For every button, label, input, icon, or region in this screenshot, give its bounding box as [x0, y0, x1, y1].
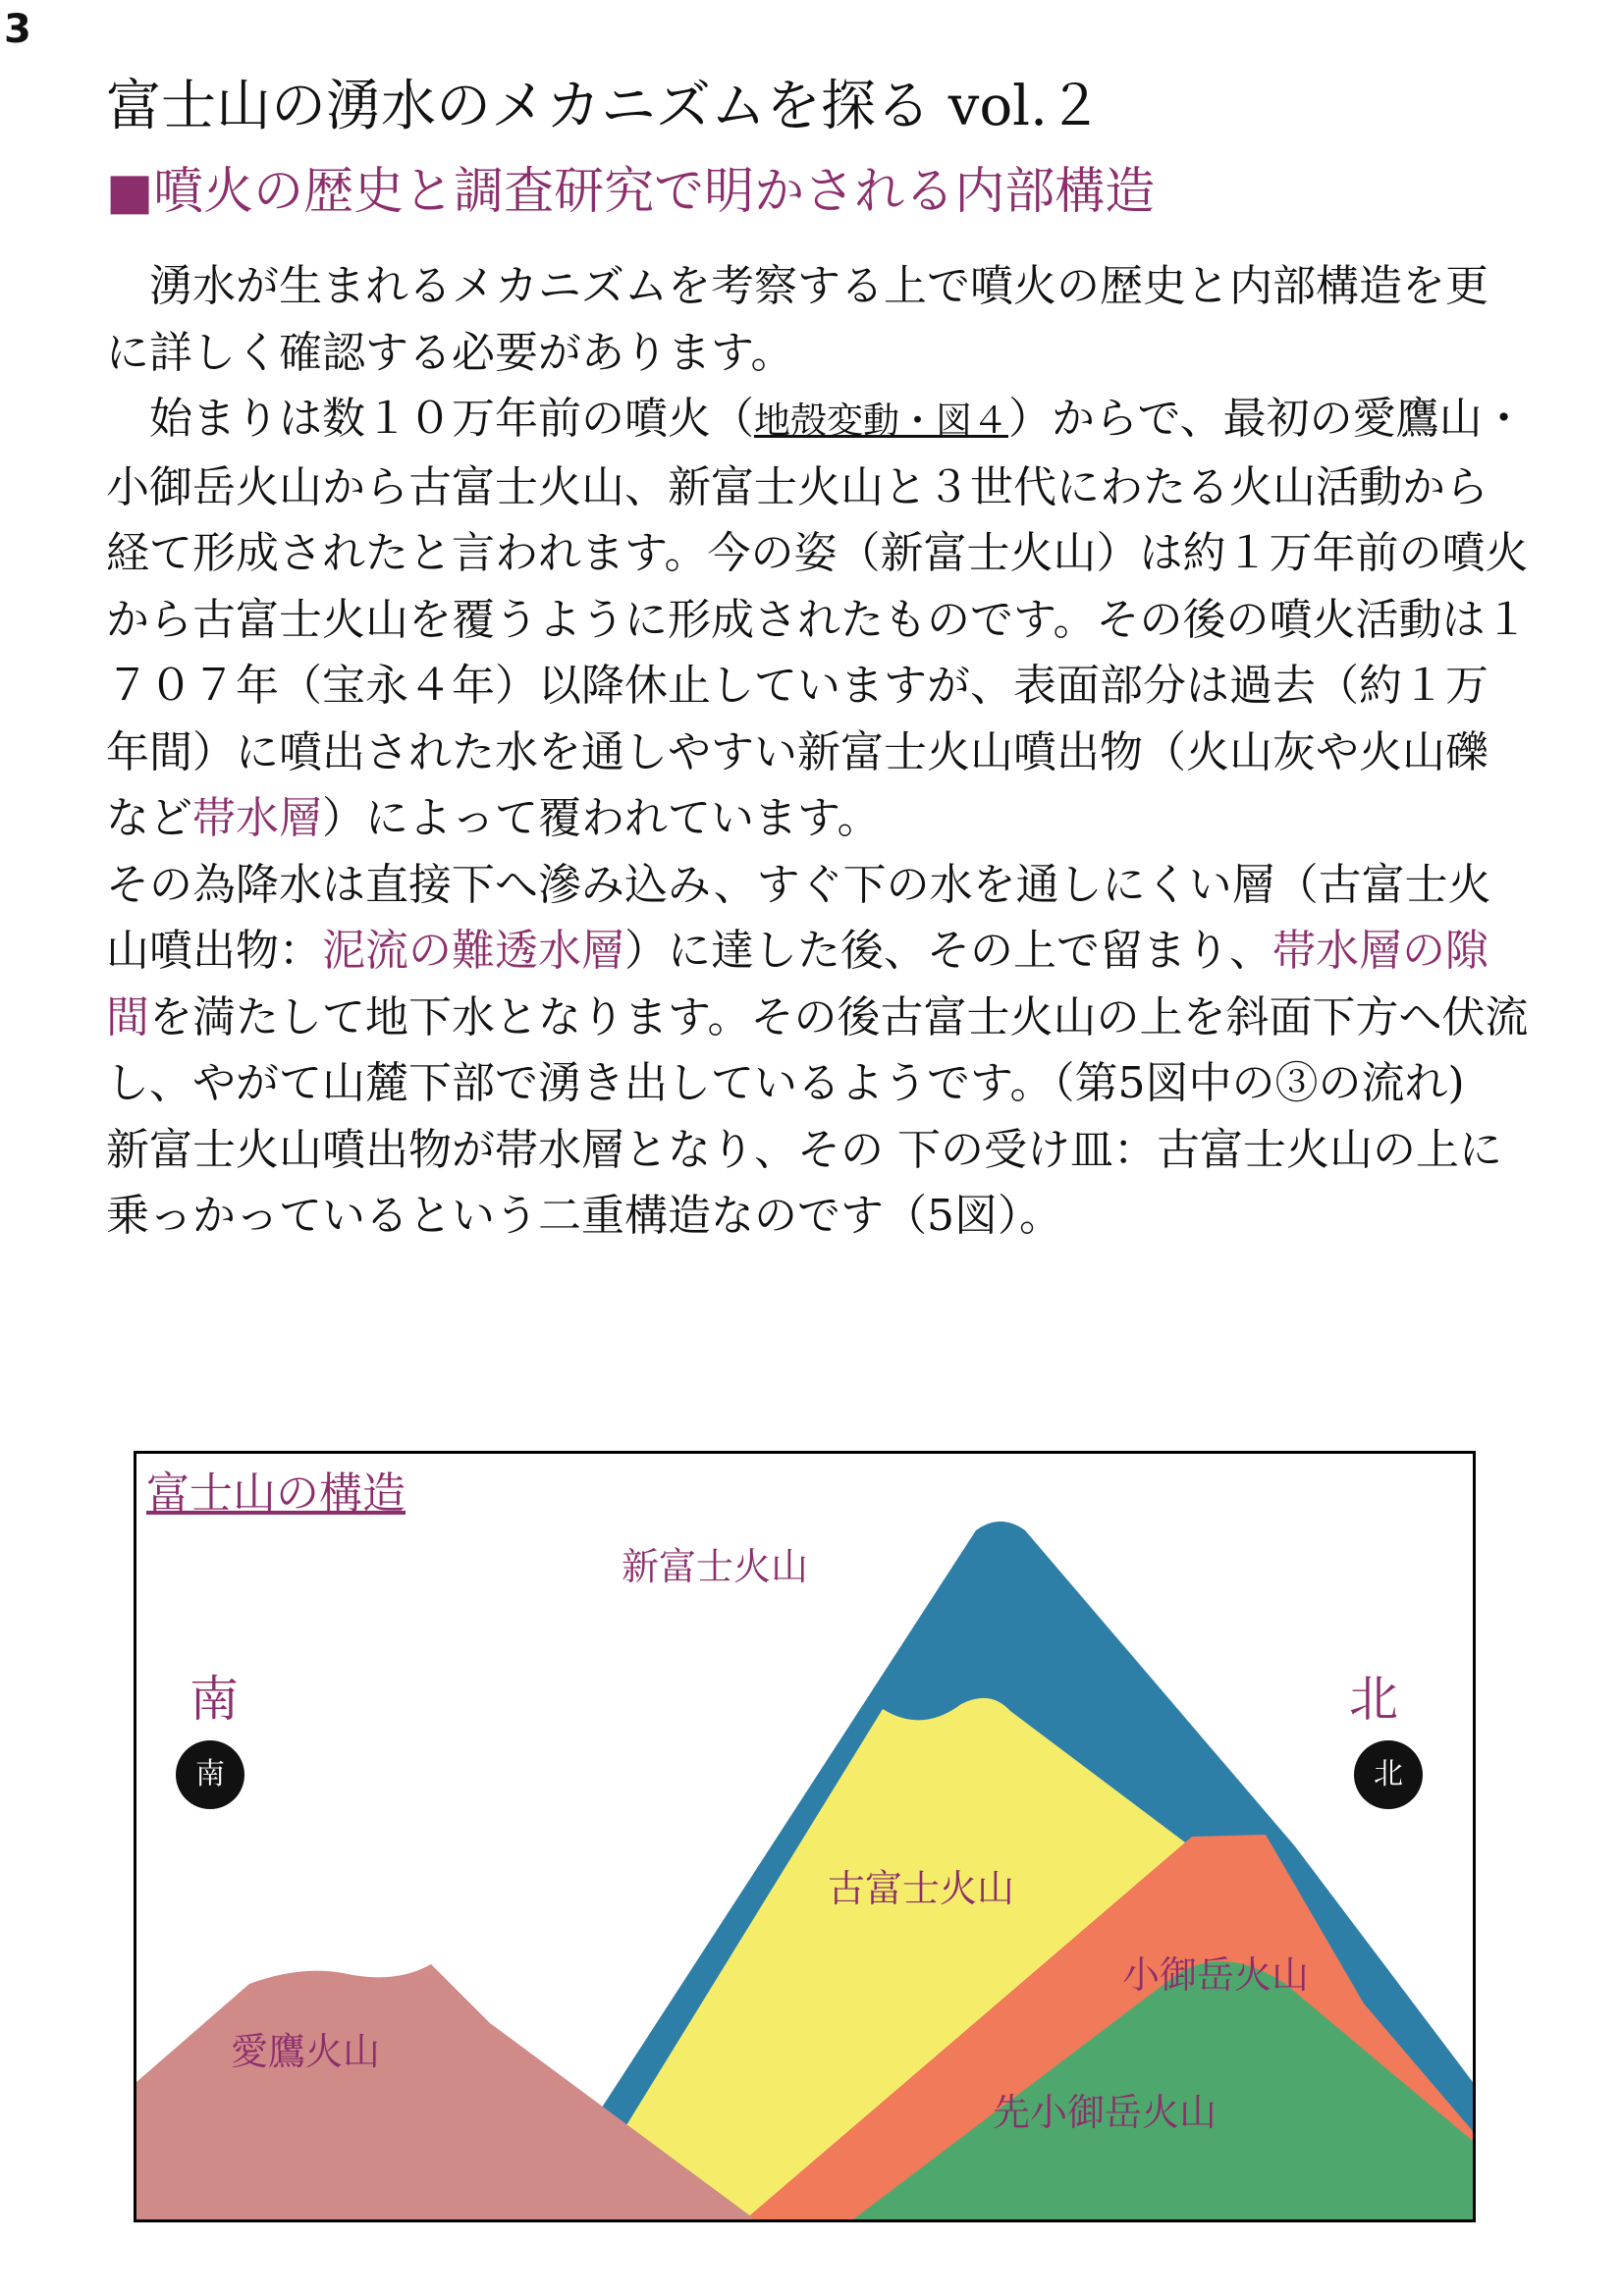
north-circle-icon: 北	[1354, 1740, 1423, 1809]
north-label: 北	[1349, 1671, 1398, 1728]
page-title: 富士山の湧水のメカニズムを探る vol.２	[106, 75, 1103, 138]
shin-fuji-label: 新富士火山	[622, 1545, 809, 1588]
south-circle-icon: 南	[176, 1740, 244, 1809]
page-number: 3	[4, 7, 31, 52]
ashitaka-label: 愛鷹火山	[231, 2030, 381, 2073]
paragraph-2: 始まりは数１０万年前の噴火（地殻変動・図４）からで、最初の愛鷹山・小御岳火山から古富士火山、新富士火山と３世代にわたる火山活動から経て形成されたと言われます。今の姿（新富士火山）は約１万年前の噴火から古富士火山を覆うように形成されたものです。その後の噴火活動は１７０７年（宝永４年）以降休止していますが、表面部分は過去（約１万年間）に噴出された水を通しやすい新富士火山噴出物（火山灰や火山礫など帯水層）によって覆われています。	[106, 394, 1529, 843]
paragraph-3: その為降水は直接下へ滲み込み、すぐ下の水を通しにくい層（古富士火山噴出物：泥流の難透水層）に達した後、その上で留まり、帯水層の隙間を満たして地下水となります。その後古富士火山の上を斜面下方へ伏流し、やがて山麓下部で湧き出しているようです。（第5図中の③の流れ)	[106, 859, 1529, 1108]
paragraph-1: 湧水が生まれるメカニズムを考察する上で噴火の歴史と内部構造を更に詳しく確認する必要があります。	[106, 261, 1488, 378]
aquifer-gap-highlight: 帯水層の隙間	[106, 926, 1488, 1042]
paragraph-4: 新富士火山噴出物が帯水層となり、その 下の受け皿：古富士火山の上に乗っかっているという二重構造なのです（5図）。	[106, 1124, 1502, 1241]
ko-fuji-label: 古富士火山	[828, 1867, 1015, 1910]
figure-title: 富士山の構造	[146, 1468, 406, 1519]
body-text	[106, 253, 1530, 1250]
mudflow-layer-highlight: 泥流の難透水層	[322, 926, 624, 976]
aquifer-highlight: 帯水層	[192, 793, 322, 843]
sen-komitake-label: 先小御岳火山	[993, 2091, 1217, 2134]
south-label: 南	[189, 1671, 239, 1728]
crust-movement-link[interactable]: 地殻変動・図４	[754, 400, 1008, 442]
section-heading: ■噴火の歴史と調査研究で明かされる内部構造	[106, 163, 1156, 221]
komitake-label: 小御岳火山	[1122, 1953, 1310, 1997]
fuji-structure-figure	[134, 1451, 1476, 2222]
